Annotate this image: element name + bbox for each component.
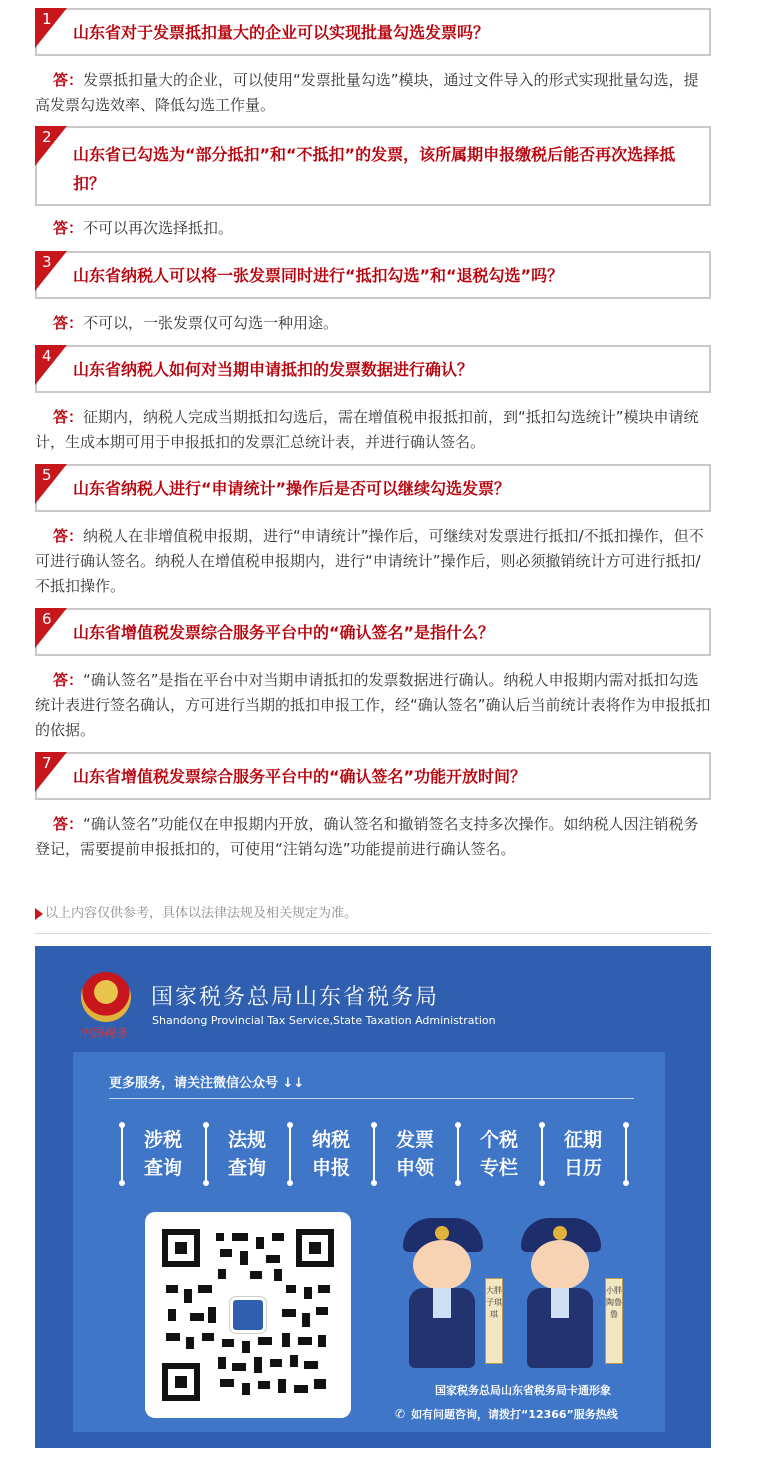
face — [413, 1240, 471, 1290]
question-text: 山东省已勾选为“部分抵扣”和“不抵扣”的发票，该所属期申报缴税后能否再次选择抵扣？ — [73, 145, 676, 193]
answer-label: 答： — [53, 815, 84, 833]
cap-badge-icon — [553, 1226, 567, 1240]
service-line-2: 查询 — [143, 1157, 182, 1179]
shirt — [551, 1288, 569, 1318]
separator — [457, 1124, 459, 1184]
face — [531, 1240, 589, 1290]
disclaimer — [35, 904, 711, 924]
answer-text: “确认签名”是指在平台中对当期申请抵扣的发票数据进行确认。纳税人申报期内需对抵扣勾选统计表进行签名确认，方可进行当期的抵扣申报工作，经“确认签名”确认后当前统计表将作为申报抵扣的依据。 — [35, 671, 711, 739]
question-box — [35, 608, 711, 656]
question-text: 山东省纳税人进行“申请统计”操作后是否可以继续勾选发票？ — [73, 479, 511, 498]
service-line-1: 个税 — [479, 1129, 518, 1151]
mascot-right — [513, 1218, 609, 1388]
service-line-2: 专栏 — [479, 1157, 518, 1179]
service-item-regulations[interactable] — [217, 1126, 277, 1182]
question-number: 7 — [42, 754, 52, 772]
question-number: 3 — [42, 253, 52, 271]
service-item-declaration[interactable] — [301, 1126, 361, 1182]
answer-label: 答： — [53, 314, 84, 332]
triangle-right-icon — [35, 908, 43, 920]
answer-paragraph — [35, 668, 711, 743]
qr-finder — [162, 1363, 200, 1401]
service-line-1: 涉税 — [143, 1129, 182, 1151]
question-box — [35, 752, 711, 800]
answer-label: 答： — [53, 408, 84, 426]
answer-paragraph — [35, 311, 711, 336]
answer-label: 答： — [53, 671, 84, 689]
hotline-text: 如有问题咨询，请拨打“12366”服务热线 — [411, 1408, 618, 1421]
question-box — [35, 345, 711, 393]
question-number: 6 — [42, 610, 52, 628]
answer-text: 征期内，纳税人完成当期抵扣勾选后，需在增值税申报抵扣前，到“抵扣勾选统计”模块申请统计，生成本期可用于申报抵扣的发票汇总统计表，并进行确认签名。 — [35, 408, 699, 451]
answer-text: “确认签名”功能仅在申报期内开放，确认签名和撤销签名支持多次操作。如纳税人因注销税务登记，需要提前申报抵扣的，可使用“注销勾选”功能提前进行确认签名。 — [35, 815, 699, 858]
question-number: 1 — [42, 10, 52, 28]
cap-badge-icon — [435, 1226, 449, 1240]
answer-label: 答： — [53, 527, 84, 545]
answer-label: 答： — [53, 219, 84, 237]
question-number: 2 — [42, 128, 52, 146]
panel-divider — [109, 1098, 634, 1099]
org-name-cn: 国家税务总局山东省税务局 — [151, 985, 440, 1010]
name-scroll-left: 大胖子琪琪 — [485, 1278, 503, 1364]
service-menu — [121, 1124, 629, 1184]
answer-text: 发票抵扣量大的企业，可以使用“发票批量勾选”模块，通过文件导入的形式实现批量勾选，提高发票勾选效率、降低勾选工作量。 — [35, 71, 699, 114]
shirt — [433, 1288, 451, 1318]
hotline — [395, 1406, 618, 1422]
question-text: 山东省纳税人如何对当期申请抵扣的发票数据进行确认？ — [73, 360, 474, 379]
answer-paragraph — [35, 524, 711, 599]
question-box — [35, 464, 711, 512]
mascot-left — [395, 1218, 491, 1388]
question-text: 山东省增值税发票综合服务平台中的“确认签名”功能开放时间？ — [73, 767, 527, 786]
question-text: 山东省对于发票抵扣量大的企业可以实现批量勾选发票吗？ — [73, 23, 490, 42]
divider — [35, 933, 711, 934]
question-box — [35, 126, 711, 206]
separator — [289, 1124, 291, 1184]
service-line-1: 征期 — [563, 1129, 602, 1151]
emblem-script: 中国税务 — [79, 1026, 128, 1040]
qr-code-icon — [162, 1229, 334, 1401]
qr-card — [145, 1212, 351, 1418]
wechat-banner — [35, 946, 711, 1448]
service-line-2: 申领 — [395, 1157, 434, 1179]
question-box — [35, 251, 711, 299]
mascot-caption: 国家税务总局山东省税务局卡通形象 — [435, 1384, 611, 1397]
service-line-2: 查询 — [227, 1157, 266, 1179]
separator — [121, 1124, 123, 1184]
answer-paragraph — [35, 405, 711, 455]
qr-finder — [296, 1229, 334, 1267]
tax-emblem-icon — [81, 972, 131, 1022]
answer-paragraph — [35, 216, 711, 241]
separator — [625, 1124, 627, 1184]
service-item-query[interactable] — [133, 1126, 193, 1182]
disclaimer-text: 以上内容仅供参考，具体以法律法规及相关规定为准。 — [45, 906, 358, 921]
answer-text: 不可以再次选择抵扣。 — [83, 219, 234, 237]
question-text: 山东省增值税发票综合服务平台中的“确认签名”是指什么？ — [73, 623, 495, 642]
service-item-iit[interactable] — [469, 1126, 529, 1182]
service-panel — [73, 1052, 665, 1432]
service-line-1: 法规 — [227, 1129, 266, 1151]
service-item-calendar[interactable] — [553, 1126, 613, 1182]
service-line-1: 发票 — [395, 1129, 434, 1151]
separator — [541, 1124, 543, 1184]
follow-prompt: 更多服务，请关注微信公众号 ↓↓ — [109, 1076, 305, 1091]
separator — [205, 1124, 207, 1184]
answer-paragraph — [35, 812, 711, 862]
answer-text: 纳税人在非增值税申报期，进行“申请统计”操作后，可继续对发票进行抵扣/不抵扣操作，但不可进行确认签名。纳税人在增值税申报期内，进行“申请统计”操作后，则必须撤销统计方可进行抵扣/不抵扣操作。 — [35, 527, 704, 595]
service-line-2: 日历 — [563, 1157, 602, 1179]
phone-icon: ✆ — [395, 1407, 406, 1421]
answer-label: 答： — [53, 71, 84, 89]
answer-text: 不可以，一张发票仅可勾选一种用途。 — [83, 314, 339, 332]
service-item-invoice[interactable] — [385, 1126, 445, 1182]
question-number: 4 — [42, 347, 52, 365]
question-box — [35, 8, 711, 56]
org-name-en: Shandong Provincial Tax Service,State Taxation Administration — [152, 1014, 496, 1027]
tax-logo-icon — [230, 1297, 266, 1333]
answer-paragraph — [35, 68, 711, 118]
separator — [373, 1124, 375, 1184]
question-text: 山东省纳税人可以将一张发票同时进行“抵扣勾选”和“退税勾选”吗？ — [73, 266, 564, 285]
question-number: 5 — [42, 466, 52, 484]
service-line-2: 申报 — [311, 1157, 350, 1179]
name-scroll-right: 小胖陶鲁鲁 — [605, 1278, 623, 1364]
qr-finder — [162, 1229, 200, 1267]
service-line-1: 纳税 — [311, 1129, 350, 1151]
